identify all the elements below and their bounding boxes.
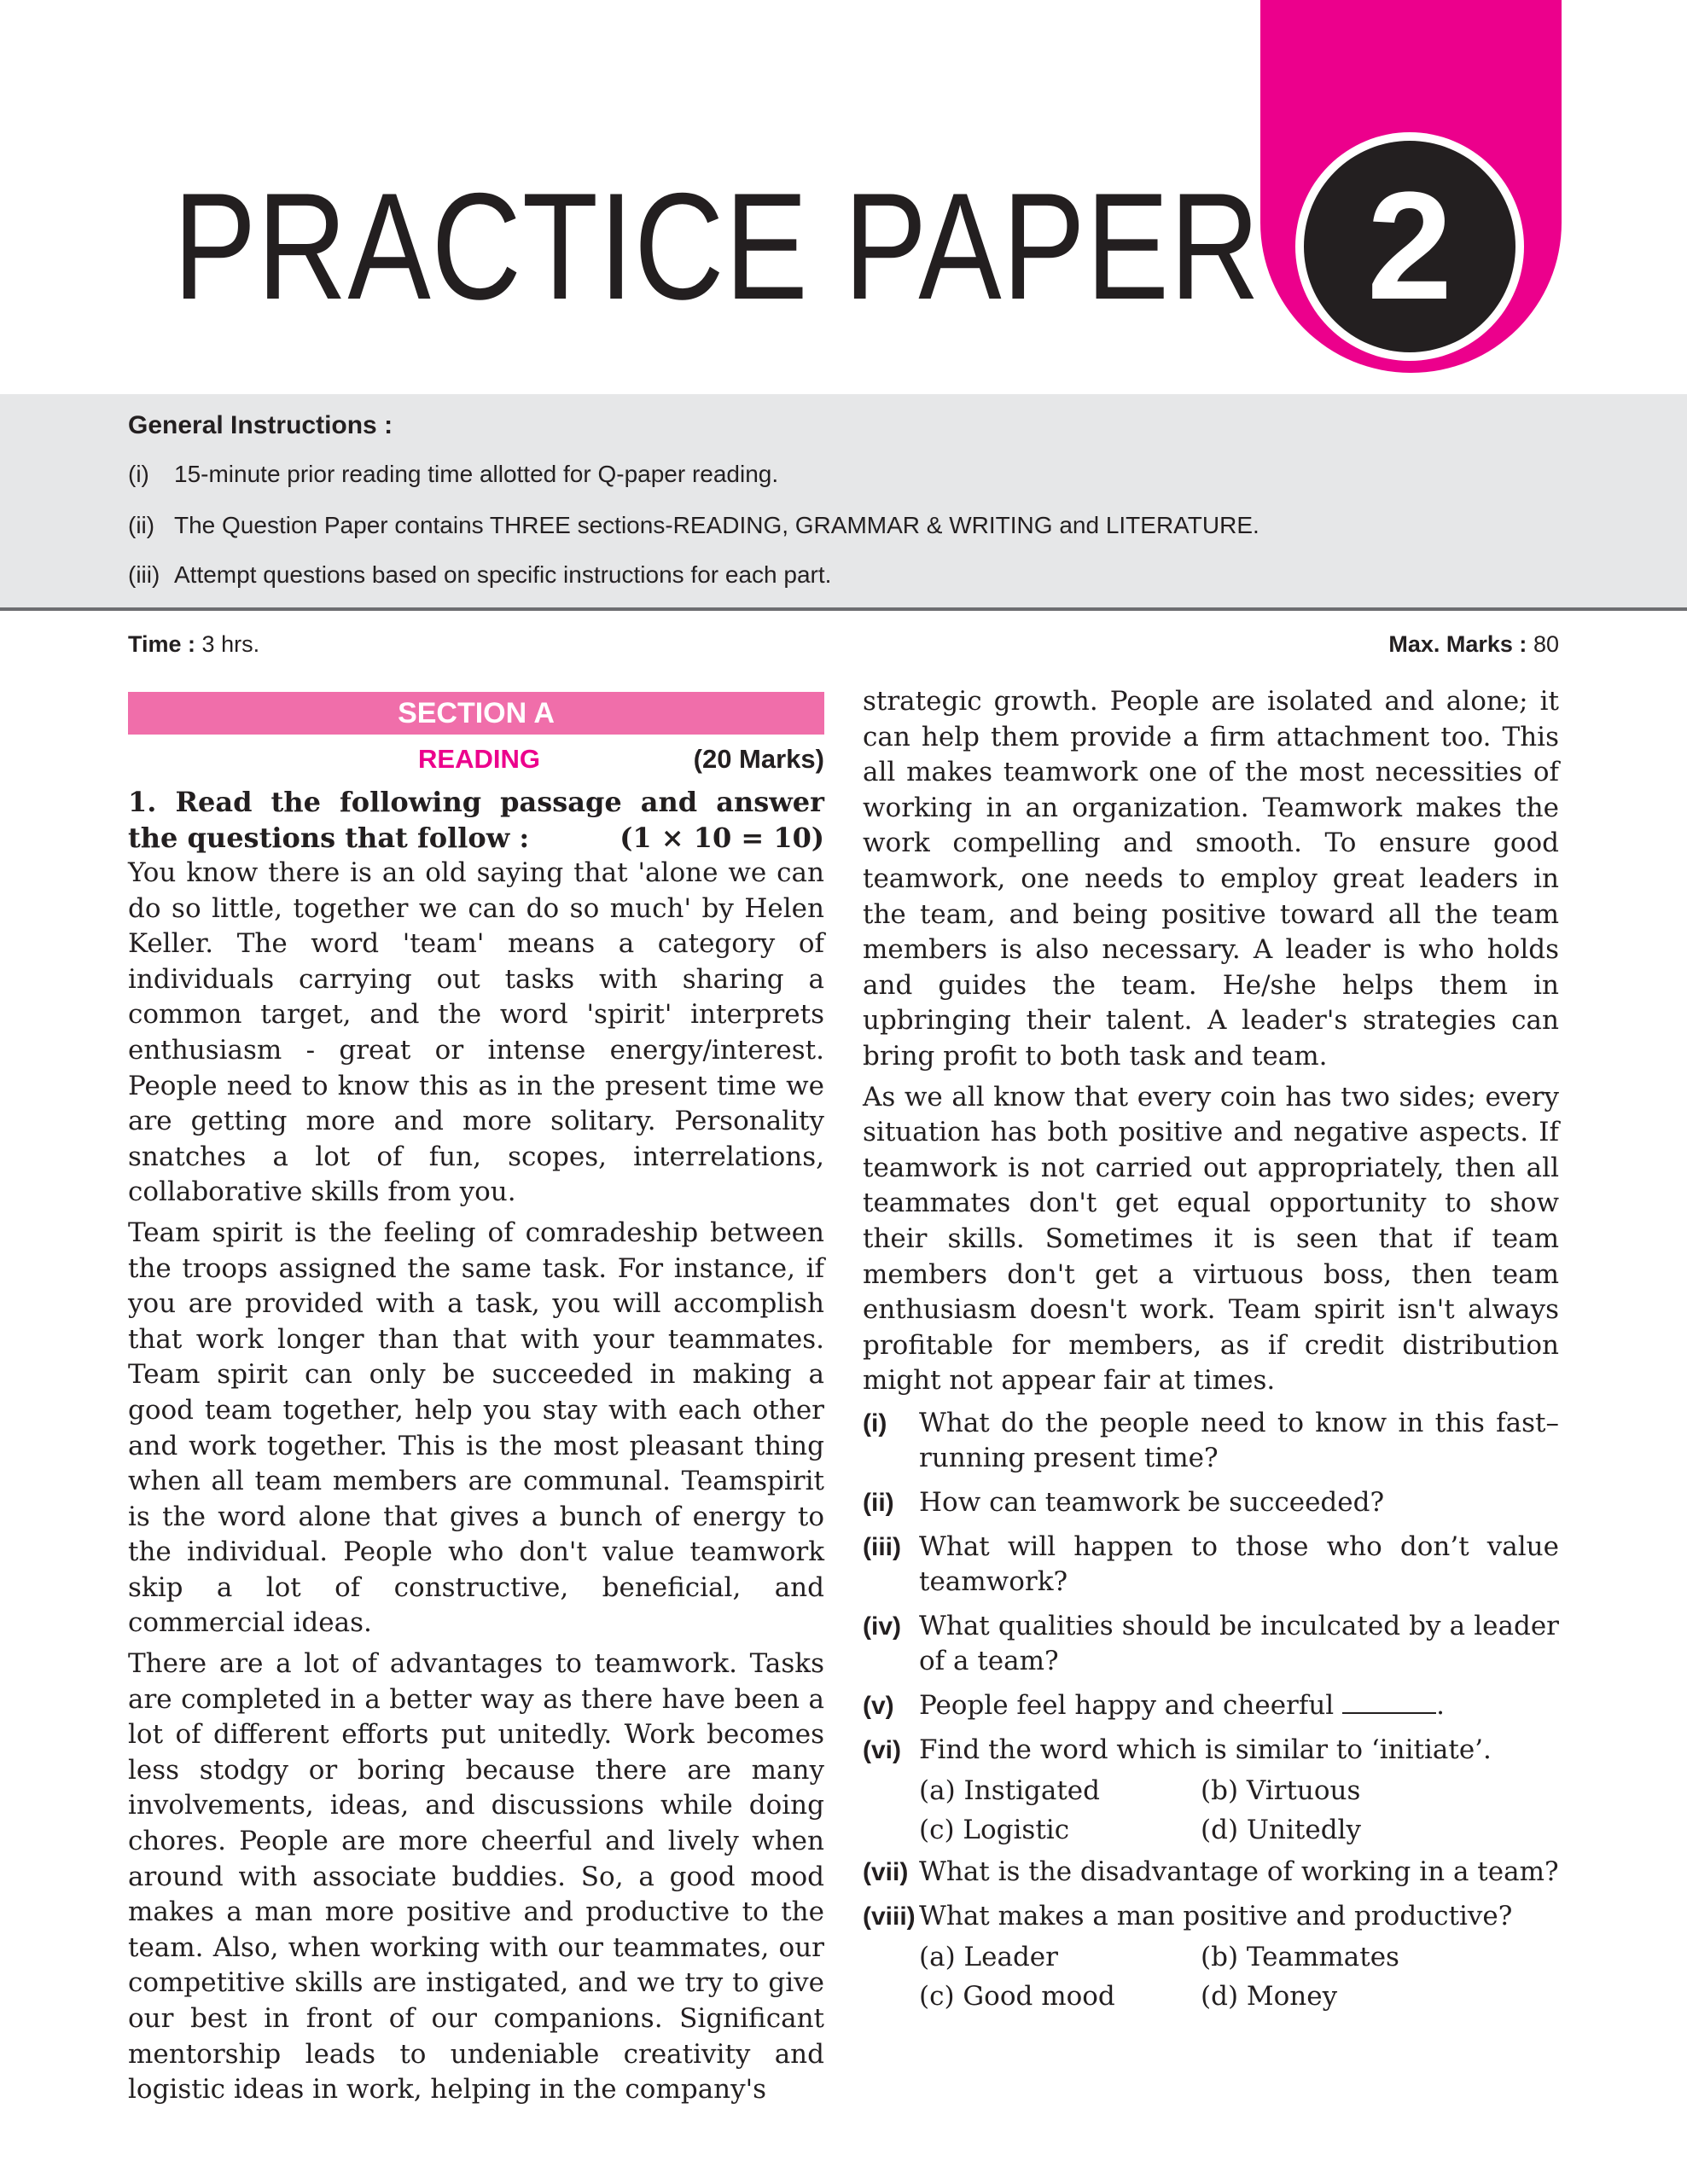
sub-question-text: What do the people need to know in this fast–running present time? — [919, 1407, 1559, 1474]
instruction-text: The Question Paper contains THREE sections-READING, GRAMMAR & WRITING and LITERATURE. — [174, 512, 1259, 538]
section-subheader — [128, 738, 824, 781]
option-item: (c) Good mood — [919, 1981, 1115, 2013]
max-marks-info — [1388, 631, 1559, 658]
option-item: (d) Unitedly — [1201, 1815, 1361, 1846]
sub-question — [863, 1609, 1559, 1680]
question-heading-text: 1. Read the following passage and answer the questions that follow : — [128, 786, 824, 854]
sub-question-end: . — [1436, 1690, 1445, 1722]
sub-question-text: How can teamwork be succeeded? — [919, 1487, 1385, 1519]
option-item: (b) Teammates — [1201, 1942, 1399, 1973]
general-instructions — [0, 394, 1687, 611]
sub-question-number: (vi) — [863, 1735, 901, 1764]
option-item: (a) Leader — [919, 1942, 1058, 1973]
instruction-text: 15-minute prior reading time allotted for Q-paper reading. — [174, 461, 779, 487]
question-marks: (1 × 10 = 10) — [620, 822, 824, 854]
page-title: PRACTICE PAPER — [173, 161, 1261, 331]
question-heading — [128, 784, 824, 856]
time-label: Time : — [128, 631, 196, 657]
section-subtitle: READING — [418, 744, 540, 774]
sub-question-text: People feel happy and cheerful — [919, 1690, 1335, 1722]
max-marks-value: 80 — [1533, 631, 1559, 657]
answer-blank — [1342, 1712, 1436, 1714]
sub-question-number: (viii) — [863, 1902, 916, 1931]
option-item: (c) Logistic — [919, 1815, 1070, 1846]
sub-question — [863, 1688, 1559, 1724]
sub-question-body — [919, 1688, 1559, 1724]
sub-question-text: What is the disadvantage of working in a team? — [919, 1856, 1559, 1888]
section-title: SECTION A — [128, 692, 824, 735]
instruction-item — [128, 512, 1259, 539]
time-value: 3 hrs. — [201, 631, 260, 657]
sub-question — [863, 1899, 1559, 1935]
instruction-number: (iii) — [128, 561, 160, 588]
passage-paragraph: strategic growth. People are isolated and alone; it can help them provide a firm attachment too. This all makes teamwork one of the most necessities of working in an organization. Teamwork makes the work compelling and smooth. To ensure good teamwork, one needs to employ great leaders in the team, and being positive toward all the team members is also necessary. A leader is who holds and guides the team. He/she helps them in upbringing their talent. A leader's strategies can bring profit to both task and team. — [863, 686, 1559, 1072]
time-info — [128, 631, 259, 658]
sub-question — [863, 1855, 1559, 1891]
passage-paragraph: As we all know that every coin has two sides; every situation has both positive and negative aspects. If teamwork is not carried out appropriately, then all teammates don't get equal opportunity to show their skills. Sometimes it is seen that if team members don't get a virtuous boss, then team enthusiasm doesn't work. Team spirit isn't always profitable for members, as if credit distribution might not appear fair at times. — [863, 1081, 1559, 1397]
instructions-heading: General Instructions : — [128, 411, 393, 439]
sub-question — [863, 1406, 1559, 1477]
sub-question-number: (i) — [863, 1409, 887, 1438]
sub-question-text: What will happen to those who don’t value teamwork? — [919, 1531, 1559, 1598]
passage-paragraph: There are a lot of advantages to teamwork. Tasks are completed in a better way as there have been a lot of different efforts put unitedly. Work becomes less stodgy or boring because there are many involvements, ideas, and discussions while doing chores. People are more cheerful and lively when around with associate buddies. So, a good mood makes a man more positive and productive to the team. Also, when working with our teammates, our competitive skills are instigated, and we try to give our best in front of our companions. Significant mentorship leads to undeniable creativity and logistic ideas in work, helping in the company's — [128, 1648, 824, 2106]
max-marks-label: Max. Marks : — [1388, 631, 1527, 657]
option-item: (b) Virtuous — [1201, 1775, 1361, 1807]
option-item: (d) Money — [1201, 1981, 1338, 2013]
sub-question — [863, 1485, 1559, 1521]
sub-question-number: (iv) — [863, 1612, 901, 1641]
sub-question-number: (iii) — [863, 1532, 901, 1561]
sub-question-text: What makes a man positive and productive? — [919, 1900, 1513, 1931]
paper-number-badge: 2 — [1304, 141, 1515, 352]
instruction-item — [128, 561, 831, 589]
sub-question-number: (vii) — [863, 1858, 909, 1887]
sub-question-number: (ii) — [863, 1489, 894, 1518]
instruction-item — [128, 461, 778, 488]
answer-options — [919, 1937, 1559, 2016]
answer-options — [919, 1771, 1559, 1850]
instruction-text: Attempt questions based on specific instructions for each part. — [174, 561, 832, 588]
left-column — [128, 684, 824, 2113]
instruction-number: (i) — [128, 461, 149, 487]
passage-paragraph: You know there is an old saying that 'alone we can do so little, together we can do so much' by Helen Keller. The word 'team' means a category of individuals carrying out tasks with sharing a common target, and the word 'spirit' interprets enthusiasm - great or intense energy/interest. People need to know this as in the present time we are getting more and more solitary. Personality snatches a lot of fun, scopes, interrelations, collaborative skills from you. — [128, 857, 824, 1208]
section-marks: (20 Marks) — [693, 744, 824, 774]
sub-question — [863, 1733, 1559, 1769]
sub-question-text: Find the word which is similar to ‘initiate’. — [919, 1734, 1492, 1765]
sub-question — [863, 1530, 1559, 1600]
question-list — [863, 1406, 1559, 2017]
instruction-number: (ii) — [128, 512, 155, 538]
sub-question-text: What qualities should be inculcated by a leader of a team? — [919, 1610, 1559, 1677]
right-column — [863, 684, 1559, 2021]
option-item: (a) Instigated — [919, 1775, 1100, 1807]
passage-paragraph: Team spirit is the feeling of comradeship between the troops assigned the same task. For instance, if you are provided with a task, you will accomplish that work longer than that with your teammates. Team spirit can only be succeeded in making a good team together, help you stay with each other and work together. This is the most pleasant thing when all team members are communal. Teamspirit is the word alone that gives a bunch of energy to the individual. People who don't value teamwork skip a lot of constructive, beneficial, and commercial ideas. — [128, 1217, 824, 1639]
sub-question-number: (v) — [863, 1692, 894, 1721]
